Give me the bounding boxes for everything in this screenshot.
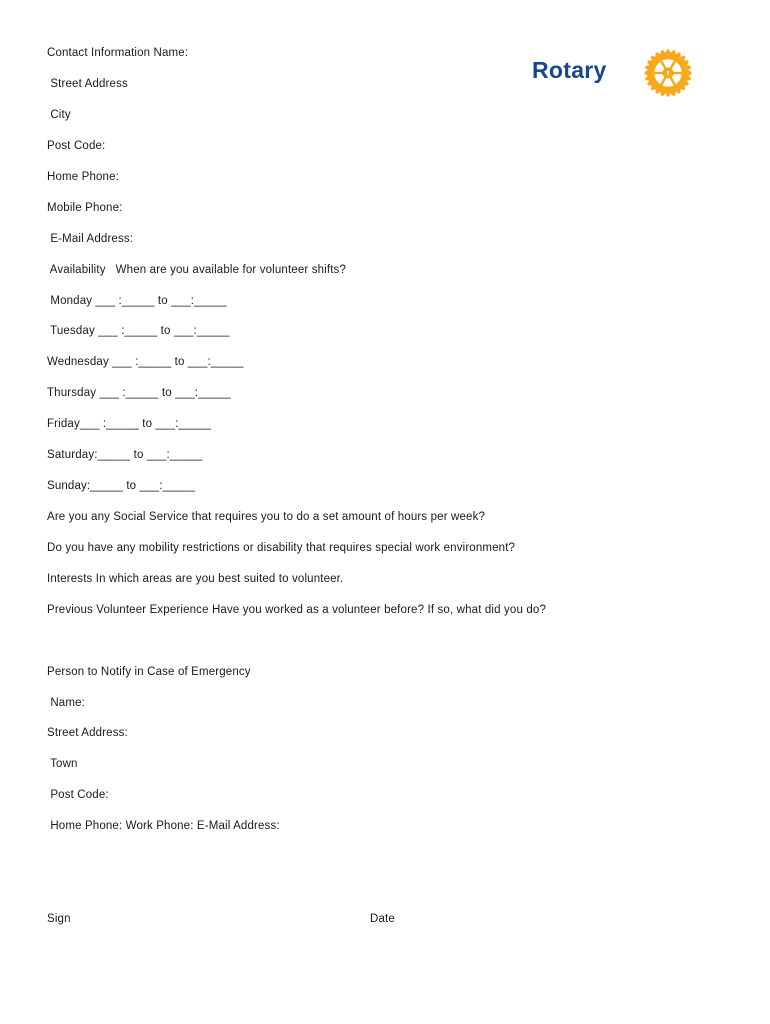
emergency-phones-label: Home Phone: Work Phone: E-Mail Address: [47,820,280,832]
sign-label: Sign [47,913,71,925]
question-experience: Previous Volunteer Experience Have you worked as a volunteer before? If so, what did you do? [47,604,547,616]
availability-day-sunday: Sunday:_____ to ___:_____ [47,480,196,492]
question-interests: Interests In which areas are you best suited to volunteer. [47,573,344,585]
emergency-post-code-label: Post Code: [47,789,109,801]
question-social-service: Are you any Social Service that requires you to do a set amount of hours per week? [47,511,486,523]
emergency-town-label: Town [47,758,78,770]
emergency-name-label: Name: [47,697,85,709]
rotary-wheel-icon [644,49,692,97]
availability-day-friday: Friday___ :_____ to ___:_____ [47,418,212,430]
contact-city-label: City [47,109,71,121]
availability-heading: Availability When are you available for volunteer shifts? [47,264,346,276]
emergency-street-label: Street Address: [47,727,128,739]
contact-home-phone-label: Home Phone: [47,171,119,183]
contact-post-code-label: Post Code: [47,140,106,152]
availability-day-thursday: Thursday ___ :_____ to ___:_____ [47,387,231,399]
logo-text: Rotary [532,57,607,83]
availability-day-saturday: Saturday:_____ to ___:_____ [47,449,203,461]
availability-day-monday: Monday ___ :_____ to ___:_____ [47,295,227,307]
date-label: Date [370,913,395,925]
question-mobility: Do you have any mobility restrictions or disability that requires special work environment? [47,542,516,554]
contact-email-label: E-Mail Address: [47,233,134,245]
contact-name-label: Contact Information Name: [47,47,189,59]
logo [532,49,714,97]
availability-day-wednesday: Wednesday ___ :_____ to ___:_____ [47,356,244,368]
contact-street-label: Street Address [47,78,128,90]
contact-mobile-phone-label: Mobile Phone: [47,202,123,214]
availability-day-tuesday: Tuesday ___ :_____ to ___:_____ [47,325,230,337]
emergency-heading: Person to Notify in Case of Emergency [47,666,251,678]
wheel-keyway [667,71,669,76]
